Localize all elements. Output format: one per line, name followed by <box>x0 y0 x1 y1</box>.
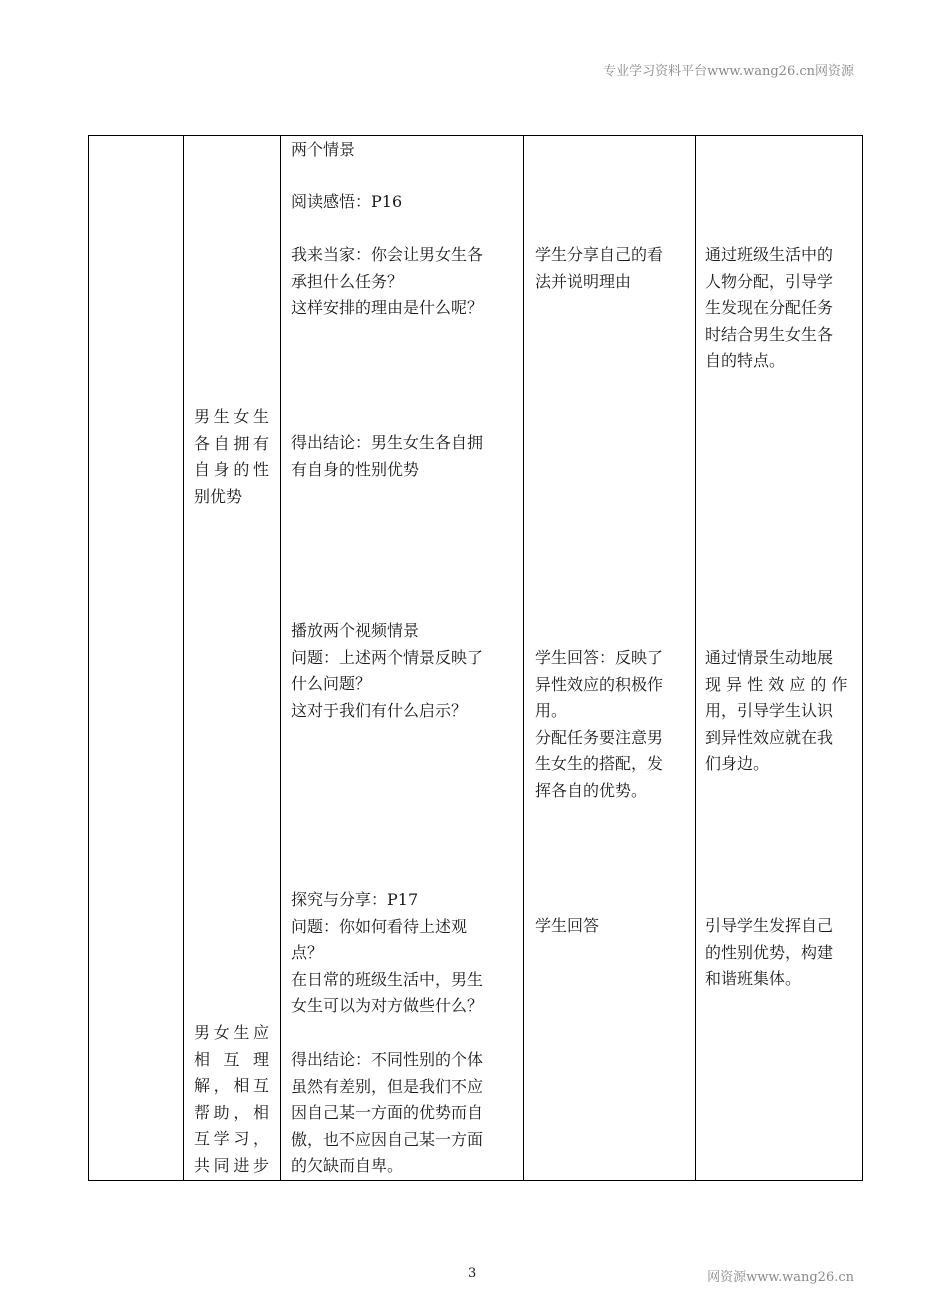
text-line: 生发现在分配任务 <box>705 298 834 317</box>
text-line: 学生分享自己的看 <box>535 245 664 264</box>
text-line: 人物分配，引导学 <box>705 271 834 291</box>
text-line: 问题：上述两个情景反映了 <box>291 647 484 667</box>
activity-housekeeping <box>291 242 521 322</box>
column-divider <box>523 136 524 1180</box>
text-line: 自身的性 <box>194 460 269 479</box>
text-line: 异性效应的积极作 <box>535 674 664 694</box>
text-line: 得出结论：男生女生各自拥 <box>291 433 484 452</box>
text-line: 在日常的班级生活中，男生 <box>291 969 484 989</box>
intent-class-life <box>705 242 859 375</box>
text-line: 的欠缺而自卑。 <box>291 1156 404 1175</box>
text-line: 共同进步 <box>194 1155 269 1175</box>
lesson-table <box>88 135 863 1181</box>
text-line: 用，引导学生认识 <box>705 701 834 720</box>
activity-conclusion-2 <box>291 1047 521 1180</box>
text-line: 各自拥有 <box>194 433 269 453</box>
text-line: 学生回答：反映了 <box>535 648 664 667</box>
text-line: 学生回答 <box>535 916 600 935</box>
text-line: 互学习， <box>194 1129 269 1148</box>
text-line: 引导学生发挥自己 <box>705 916 834 935</box>
topic-mutual-understanding <box>194 1020 269 1179</box>
column-divider <box>280 136 281 1180</box>
text-line: 解，相互 <box>194 1076 269 1095</box>
text-line: 我来当家：你会让男女生各 <box>291 245 484 264</box>
text-line: 男生女生 <box>194 407 269 426</box>
text-line: 承担什么任务？ <box>291 271 404 291</box>
text-line: 虽然有差别，但是我们不应 <box>291 1076 484 1096</box>
text-line: 生女生的搭配，发 <box>535 754 664 773</box>
text-line: 因自己某一方面的优势而自 <box>291 1103 484 1122</box>
text-line: 探究与分享：P17 <box>291 890 419 909</box>
text-line: 法并说明理由 <box>535 271 632 291</box>
intent-gender-advantage <box>705 913 859 993</box>
intent-scenario <box>705 645 859 778</box>
activity-video-scenarios <box>291 618 521 724</box>
text-line: 通过班级生活中的 <box>705 245 834 264</box>
text-line: 播放两个视频情景 <box>291 621 420 640</box>
text-line: 两个情景 <box>291 140 356 159</box>
student-answer-2 <box>535 913 690 940</box>
text-line: 男女生应 <box>194 1023 269 1042</box>
text-line: 相 互 理 <box>194 1049 269 1069</box>
text-line: 的性别优势，构建 <box>705 942 834 962</box>
activity-explore-share <box>291 887 521 1020</box>
footer-watermark: 网资源www.wang26.cn <box>707 1270 854 1285</box>
text-line: 和谐班集体。 <box>705 969 802 988</box>
text-line: 这样安排的理由是什么呢？ <box>291 298 484 317</box>
column-divider <box>695 136 696 1180</box>
text-line: 女生可以为对方做些什么？ <box>291 996 484 1015</box>
student-answer-1 <box>535 645 690 804</box>
text-line: 问题：你如何看待上述观 <box>291 916 468 936</box>
topic-gender-advantages <box>194 404 269 510</box>
text-line: 点？ <box>291 943 324 962</box>
activity-reading <box>291 189 521 216</box>
text-line: 自的特点。 <box>705 351 786 370</box>
activity-conclusion-1 <box>291 430 521 483</box>
text-line: 这对于我们有什么启示？ <box>291 700 468 720</box>
student-share <box>535 242 690 295</box>
text-line: 用。 <box>535 701 568 720</box>
text-line: 挥各自的优势。 <box>535 780 648 800</box>
activity-two-scenarios <box>291 137 521 164</box>
text-line: 时结合男生女生各 <box>705 324 834 344</box>
text-line: 什么问题？ <box>291 674 372 693</box>
text-line: 到异性效应就在我 <box>705 727 834 747</box>
page-number: 3 <box>468 1266 477 1281</box>
text-line: 帮助，相 <box>194 1102 269 1122</box>
header-watermark: 专业学习资料平台www.wang26.cn网资源 <box>603 64 854 79</box>
column-divider <box>183 136 184 1180</box>
text-line: 得出结论：不同性别的个体 <box>291 1050 484 1069</box>
text-line: 别优势 <box>194 486 243 506</box>
text-line: 现 异 性 效 应 的 作 <box>705 674 848 694</box>
text-line: 有自身的性别优势 <box>291 459 420 479</box>
text-line: 阅读感悟：P16 <box>291 192 403 211</box>
text-line: 傲，也不应因自己某一方面 <box>291 1129 484 1149</box>
text-line: 通过情景生动地展 <box>705 648 834 667</box>
text-line: 分配任务要注意男 <box>535 727 664 747</box>
text-line: 们身边。 <box>705 754 770 773</box>
